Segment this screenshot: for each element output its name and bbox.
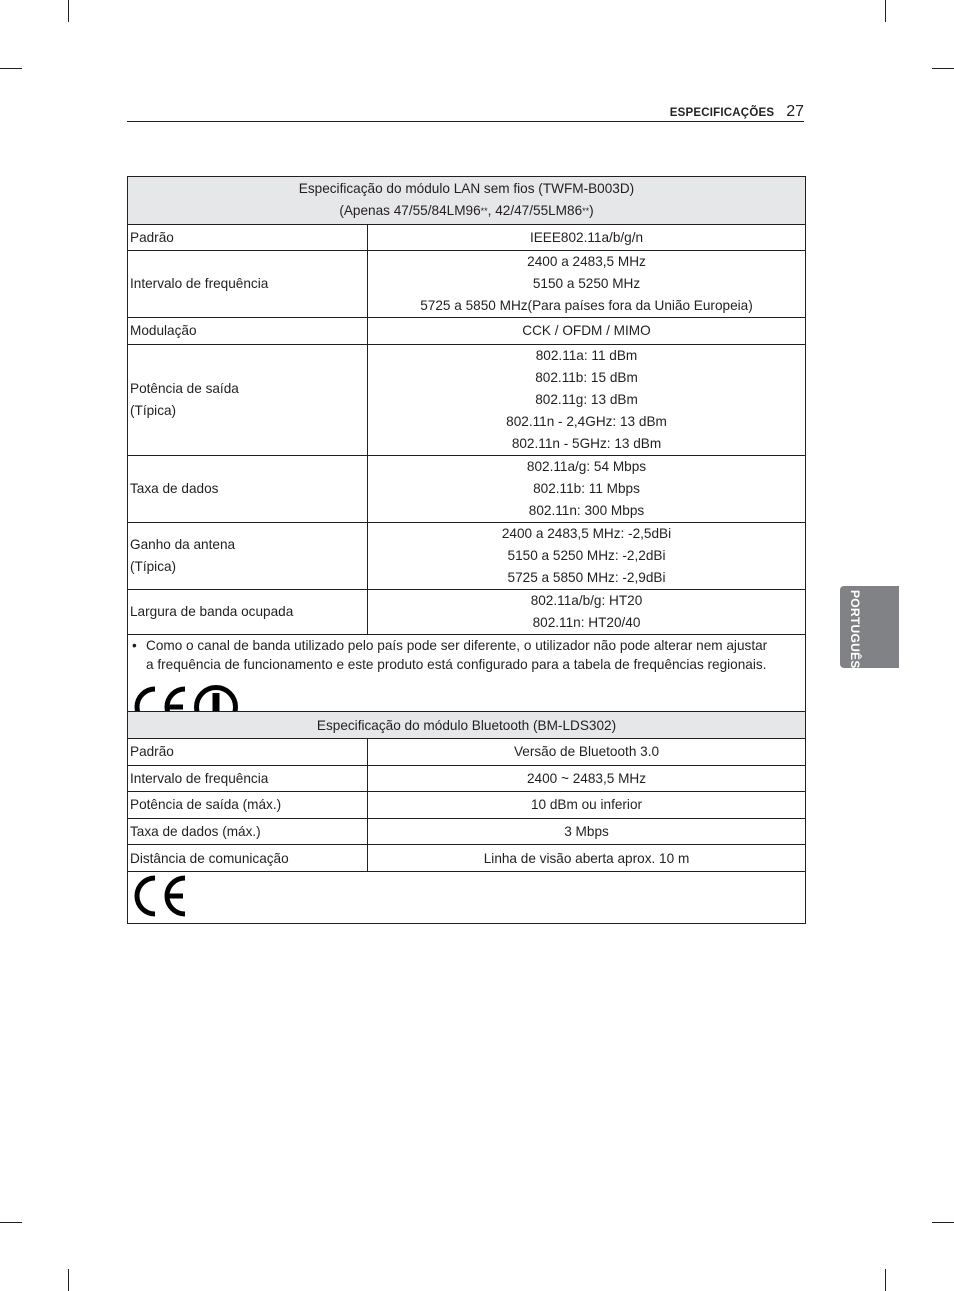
spec-value: 2400 ~ 2483,5 MHz	[368, 765, 806, 792]
bluetooth-spec-table	[127, 711, 806, 924]
lan-title-part: (Apenas 47/55/84LM96	[339, 203, 481, 218]
spec-label-line: Taxa de dados	[130, 481, 219, 496]
language-tab	[840, 586, 899, 668]
spec-value-line: 2400 a 2483,5 MHz	[527, 254, 646, 269]
spec-value-line: 802.11b: 15 dBm	[535, 370, 638, 385]
spec-label: Taxa de dados (máx.)	[128, 818, 368, 845]
lan-title-line1: Especificação do módulo LAN sem fios (TWFM-B003D)	[298, 181, 635, 196]
crop-mark	[885, 1269, 886, 1291]
spec-label	[128, 251, 368, 318]
spec-value-line: 802.11b: 11 Mbps	[533, 481, 640, 496]
spec-label-line: Largura de banda ocupada	[130, 604, 294, 619]
spec-value-line: 802.11a: 11 dBm	[535, 348, 638, 363]
spec-value-line: 5725 a 5850 MHz(Para países fora da União Europeia)	[420, 298, 753, 313]
table-row	[128, 845, 806, 872]
spec-label-line: (Típica)	[130, 403, 177, 418]
spec-value-line: 802.11a/g: 54 Mbps	[526, 459, 647, 474]
page-number: 27	[786, 103, 804, 120]
crop-mark	[932, 68, 954, 69]
spec-value-line: 802.11g: 13 dBm	[535, 392, 638, 407]
table-row	[128, 765, 806, 792]
table-row	[128, 345, 806, 456]
wireless-lan-spec-table	[127, 176, 806, 733]
spec-value	[368, 456, 806, 523]
lan-title-asterisks: **	[480, 206, 488, 216]
bt-table-title: Especificação do módulo Bluetooth (BM-LDS302)	[128, 712, 806, 739]
spec-value	[368, 318, 806, 345]
spec-value-line: 802.11a/b/g: HT20	[530, 593, 643, 608]
spec-value-line: 5150 a 5250 MHz: -2,2dBi	[507, 548, 666, 563]
spec-value-line: 5725 a 5850 MHz: -2,9dBi	[507, 570, 666, 585]
spec-value	[368, 225, 806, 251]
lan-title-part: , 42/47/55LM86	[487, 203, 583, 218]
note-line: Como o canal de banda utilizado pelo país pode ser diferente, o utilizador não pode alterar nem ajustar	[146, 638, 768, 653]
spec-value	[368, 523, 806, 590]
spec-label	[128, 456, 368, 523]
marks-row	[128, 871, 806, 923]
spec-label-line: Modulação	[130, 323, 197, 338]
spec-label	[128, 345, 368, 456]
spec-label: Potência de saída (máx.)	[128, 792, 368, 819]
language-tab-label: PORTUGUÊS	[848, 590, 862, 669]
spec-value-line: 802.11n - 5GHz: 13 dBm	[511, 436, 662, 451]
table-row	[128, 523, 806, 590]
note-bullet	[130, 636, 803, 674]
spec-value-line: 802.11n: 300 Mbps	[528, 503, 645, 518]
lan-title-part: )	[589, 203, 594, 218]
spec-value-line: 802.11n: HT20/40	[532, 615, 641, 630]
spec-value-line: IEEE802.11a/b/g/n	[529, 229, 644, 245]
crop-mark	[932, 1222, 954, 1223]
spec-value: 3 Mbps	[368, 818, 806, 845]
running-header	[670, 103, 804, 121]
marks-cell	[128, 871, 806, 923]
spec-label	[128, 318, 368, 345]
ce-mark-icon	[131, 874, 189, 918]
header-rule	[127, 121, 804, 122]
spec-value	[368, 345, 806, 456]
spec-label: Distância de comunicação	[128, 845, 368, 872]
crop-mark	[68, 0, 69, 22]
spec-value: 10 dBm ou inferior	[368, 792, 806, 819]
spec-label	[128, 590, 368, 635]
spec-label-line: Potência de saída	[130, 381, 239, 396]
crop-mark	[0, 68, 22, 69]
table-row	[128, 251, 806, 318]
note-text	[146, 636, 767, 674]
bullet-glyph: •	[132, 638, 137, 653]
crop-mark	[885, 0, 886, 22]
spec-label: Intervalo de frequência	[128, 765, 368, 792]
lan-table-title	[128, 177, 806, 225]
spec-value	[368, 590, 806, 635]
spec-label	[128, 225, 368, 251]
lan-title-asterisks: **	[582, 206, 590, 216]
spec-value-line: CCK / OFDM / MIMO	[522, 323, 651, 338]
table-row	[128, 318, 806, 345]
spec-value: Linha de visão aberta aprox. 10 m	[368, 845, 806, 872]
spec-value-line: 802.11n - 2,4GHz: 13 dBm	[506, 414, 667, 429]
spec-value-line: 2400 a 2483,5 MHz: -2,5dBi	[501, 526, 672, 541]
spec-label: Padrão	[128, 739, 368, 766]
spec-label-line: Padrão	[130, 229, 174, 245]
table-row	[128, 590, 806, 635]
spec-label-line: Ganho da antena	[130, 537, 236, 552]
spec-value: Versão de Bluetooth 3.0	[368, 739, 806, 766]
table-row	[128, 225, 806, 251]
spec-label-line: Intervalo de frequência	[130, 276, 269, 291]
table-row	[128, 792, 806, 819]
spec-value-line: 5150 a 5250 MHz	[532, 276, 641, 291]
crop-mark	[0, 1222, 22, 1223]
section-title: ESPECIFICAÇÕES	[669, 107, 775, 119]
spec-label	[128, 523, 368, 590]
spec-label-line: (Típica)	[130, 559, 177, 574]
note-line: a frequência de funcionamento e este produto está configurado para a tabela de frequências regionais.	[146, 657, 767, 672]
lan-title-line2	[128, 200, 805, 223]
table-row	[128, 456, 806, 523]
crop-mark	[68, 1269, 69, 1291]
spec-value	[368, 251, 806, 318]
table-row	[128, 818, 806, 845]
table-row	[128, 739, 806, 766]
